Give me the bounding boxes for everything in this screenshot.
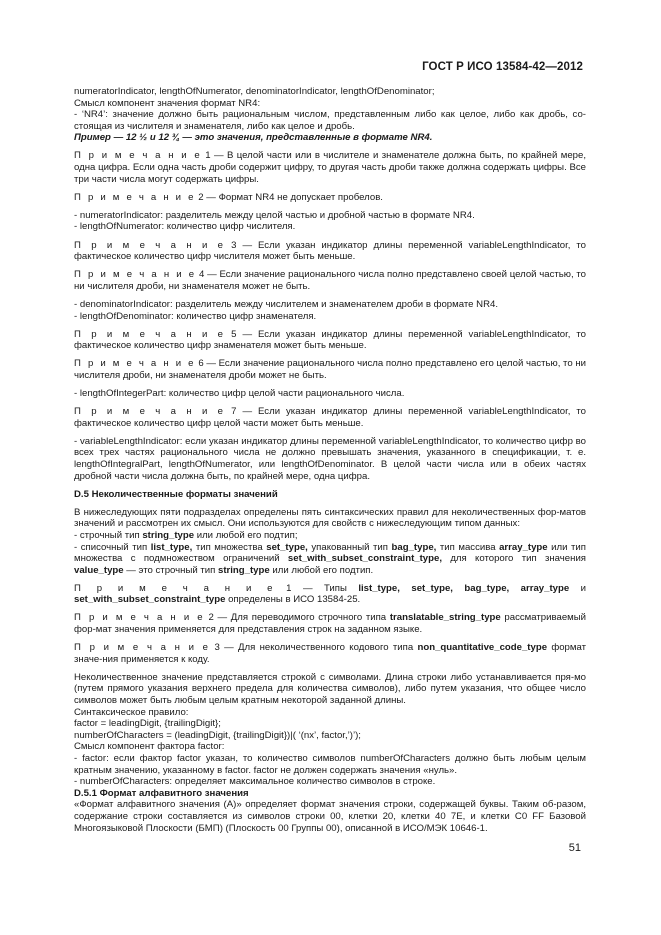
note-text: 3 — Если указан индикатор длины переменной variableLengthIndicator, то фактическое количество цифр числителя может быть меньше. — [74, 239, 586, 263]
note-label: П р и м е ч а н и е — [74, 269, 197, 281]
type-name: set_type, — [266, 541, 308, 553]
note-label: П р и м е ч а н и е — [74, 239, 226, 251]
page-number: 51 — [568, 842, 581, 854]
note-3 — [74, 240, 586, 263]
type-name: bag_type, — [391, 541, 437, 553]
paragraph: - lengthOfNumerator: количество цифр числителя. — [74, 221, 296, 233]
paragraph: Неколичественное значение представляется строкой с символами. Длина строки либо устанавливается пря-мо (путем прямого указания верхнего предела для количества символов), либо путем указания, что общее число символов может быть любым целым кратным некоторой заданной длины. — [74, 671, 586, 707]
type-name: non_quantitative_code_type — [417, 642, 548, 654]
text-run: упакованный тип — [307, 541, 392, 553]
note-label: П р и м е ч а н и е — [74, 150, 202, 162]
text-run: определены в ИСО 13584-25. — [225, 594, 361, 606]
text-run: - строчный тип — [74, 529, 143, 541]
note-4 — [74, 269, 586, 292]
document-header: ГОСТ Р ИСО 13584-42—2012 — [422, 61, 583, 73]
text-run: - списочный тип — [74, 541, 151, 553]
type-name: value_type — [74, 564, 124, 576]
note-9 — [74, 612, 586, 635]
note-label: П р и м е ч а н и е — [74, 358, 196, 370]
paragraph: - denominatorIndicator: разделитель между числителем и знаменателем дроби в формате NR4. — [74, 298, 499, 310]
note-7 — [74, 406, 586, 429]
note-5 — [74, 329, 586, 352]
note-text: 1 — В целой части или в числителе и знаменателе должна быть, по крайней мере, одна цифра. Если одна часть дроби содержит цифру, то другая часть дроби также должна содержать цифры. Все три части числа могут содержать цифры. — [74, 150, 586, 185]
note-label: П р и м е ч а н и е — [74, 406, 226, 418]
note-label: П р и м е ч а н и е — [74, 582, 275, 594]
note-2 — [74, 192, 586, 204]
paragraph: Синтаксическое правило: — [74, 706, 189, 718]
paragraph: Смысл компонент фактора factor: — [74, 741, 225, 753]
paragraph: - factor: если фактор factor указан, то количество символов numberOfCharacters должно быть любым целым кратным значению, указанному в factor. factor не должен содержать значения «нуль». — [74, 753, 586, 776]
note-10 — [74, 642, 586, 665]
text-run: тип множества — [192, 541, 267, 553]
type-name: array_type — [499, 541, 548, 553]
type-name: translatable_string_type — [389, 612, 501, 624]
note-6 — [74, 358, 586, 381]
text-run: формат значе-ния применяется к коду. — [74, 642, 586, 665]
text-run: — это строчный тип — [123, 564, 218, 576]
note-label: П р и м е ч а н и е — [74, 191, 196, 203]
example-line: Пример — 12 ½ и 12 ¾ — это значения, представленные в формате NR4. — [74, 132, 433, 144]
text-run: или любой его подтип; — [194, 529, 298, 541]
subsection-heading: D.5.1 Формат алфавитного значения — [74, 787, 249, 799]
paragraph: - numberOfCharacters: определяет максимальное количество символов в строке. — [74, 776, 436, 788]
text-run: рассматриваемый фор-мат значения применяется для представления строк на заданном языке. — [74, 612, 587, 636]
paragraph: - lengthOfIntegerPart: количество цифр целой части рационального числа. — [74, 387, 405, 399]
note-text: 5 — Если указан индикатор длины переменной variableLengthIndicator, то фактическое количество цифр знаменателя может быть меньше. — [74, 328, 586, 352]
paragraph: - variableLengthIndicator: если указан индикатор длины переменной variableLengthIndicator, то количество цифр во всех трех частях рационального числа не должно превышать значения, указанного в спецификации, т. е. lengthOfIntegralPart, lengthOfNumerator, или lengthOfDenominator. В целой части числа или в обеих частях дробной части числа должна быть, по крайней мере, одна цифра. — [74, 435, 586, 482]
note-text: 2 — Формат NR4 не допускает пробелов. — [195, 191, 383, 203]
paragraph: - numeratorIndicator: разделитель между целой частью и дробной частью в формате NR4. — [74, 209, 475, 221]
text-run: 2 — Для переводимого строчного типа — [204, 612, 390, 624]
paragraph — [74, 530, 586, 542]
text-run: для которого тип значения — [442, 553, 586, 565]
type-name: string_type — [142, 529, 195, 541]
paragraph: factor = leadingDigit, {trailingDigit}; — [74, 718, 221, 730]
note-label: П р и м е ч а н и е — [74, 328, 226, 340]
note-label: П р и м е ч а н и е — [74, 612, 205, 624]
text-run: тип массива — [436, 541, 500, 553]
paragraph: «Формат алфавитного значения (А)» определяет формат значения строки, содержащей буквы. Таким об-разом, содержание строки составляется из символов строки 00, клетки 20, клетки 40 7E, и клетки C0 FF Базовой Многоязыковой Плоскости (БМП) (Плоскость 00 Группы 00), описанной в ИСО/МЭК 10646-1. — [74, 799, 586, 834]
type-name: set_with_subset_constraint_type, — [287, 553, 442, 565]
text-run: или тип множества с подмножеством ограничений — [74, 541, 586, 565]
text-run: и — [569, 582, 586, 594]
type-name: set_with_subset_constraint_type — [74, 594, 226, 606]
text-run: 1 — Типы — [274, 582, 359, 594]
note-text: 7 — Если указан индикатор длины переменной variableLengthIndicator, то фактическое количество цифр целой части может быть меньше. — [74, 406, 586, 429]
type-name: list_type, — [150, 541, 193, 553]
section-heading: D.5 Неколичественные форматы значений — [74, 488, 278, 500]
paragraph: - lengthOfDenominator: количество цифр знаменателя. — [74, 310, 317, 322]
text-run: 3 — Для неколичественного кодового типа — [210, 642, 418, 654]
paragraph: - ‘NR4’: значение должно быть рациональным числом, представленным либо как целое, либо как дробь, со-стоящая из числителя и знаменателя, либо как целое и дробь. — [74, 109, 586, 132]
note-label: П р и м е ч а н и е — [74, 642, 211, 654]
text-run: или любой его подтип. — [269, 564, 374, 576]
type-name: list_type, set_type, bag_type, array_type — [358, 582, 570, 594]
type-name: string_type — [218, 564, 270, 576]
note-text: 6 — Если значение рационального числа полно представлено его целой частью, то ни числителя дроби, ни знаменателя дроби может не быть. — [74, 358, 586, 381]
note-8 — [74, 583, 586, 606]
paragraph — [74, 542, 586, 577]
note-text: 4 — Если значение рационального числа полно представлено своей целой частью, то ни числителя дроби, ни знаменателя может не быть. — [74, 269, 586, 292]
paragraph: В нижеследующих пяти подразделах определены пять синтаксических правил для неколичественных фор-матов значений и рассмотрен их смысл. Они используются для свойств с нижеследующим типом данных: — [74, 506, 586, 530]
document-body — [74, 86, 586, 834]
note-1 — [74, 150, 586, 185]
paragraph: numberOfCharacters = (leadingDigit, {trailingDigit})|( ‘(nx’, factor,’)’); — [74, 729, 361, 741]
paragraph: Смысл компонент значения формат NR4: — [74, 97, 261, 109]
paragraph: numeratorIndicator, lengthOfNumerator, denominatorIndicator, lengthOfDenominator; — [74, 86, 435, 97]
